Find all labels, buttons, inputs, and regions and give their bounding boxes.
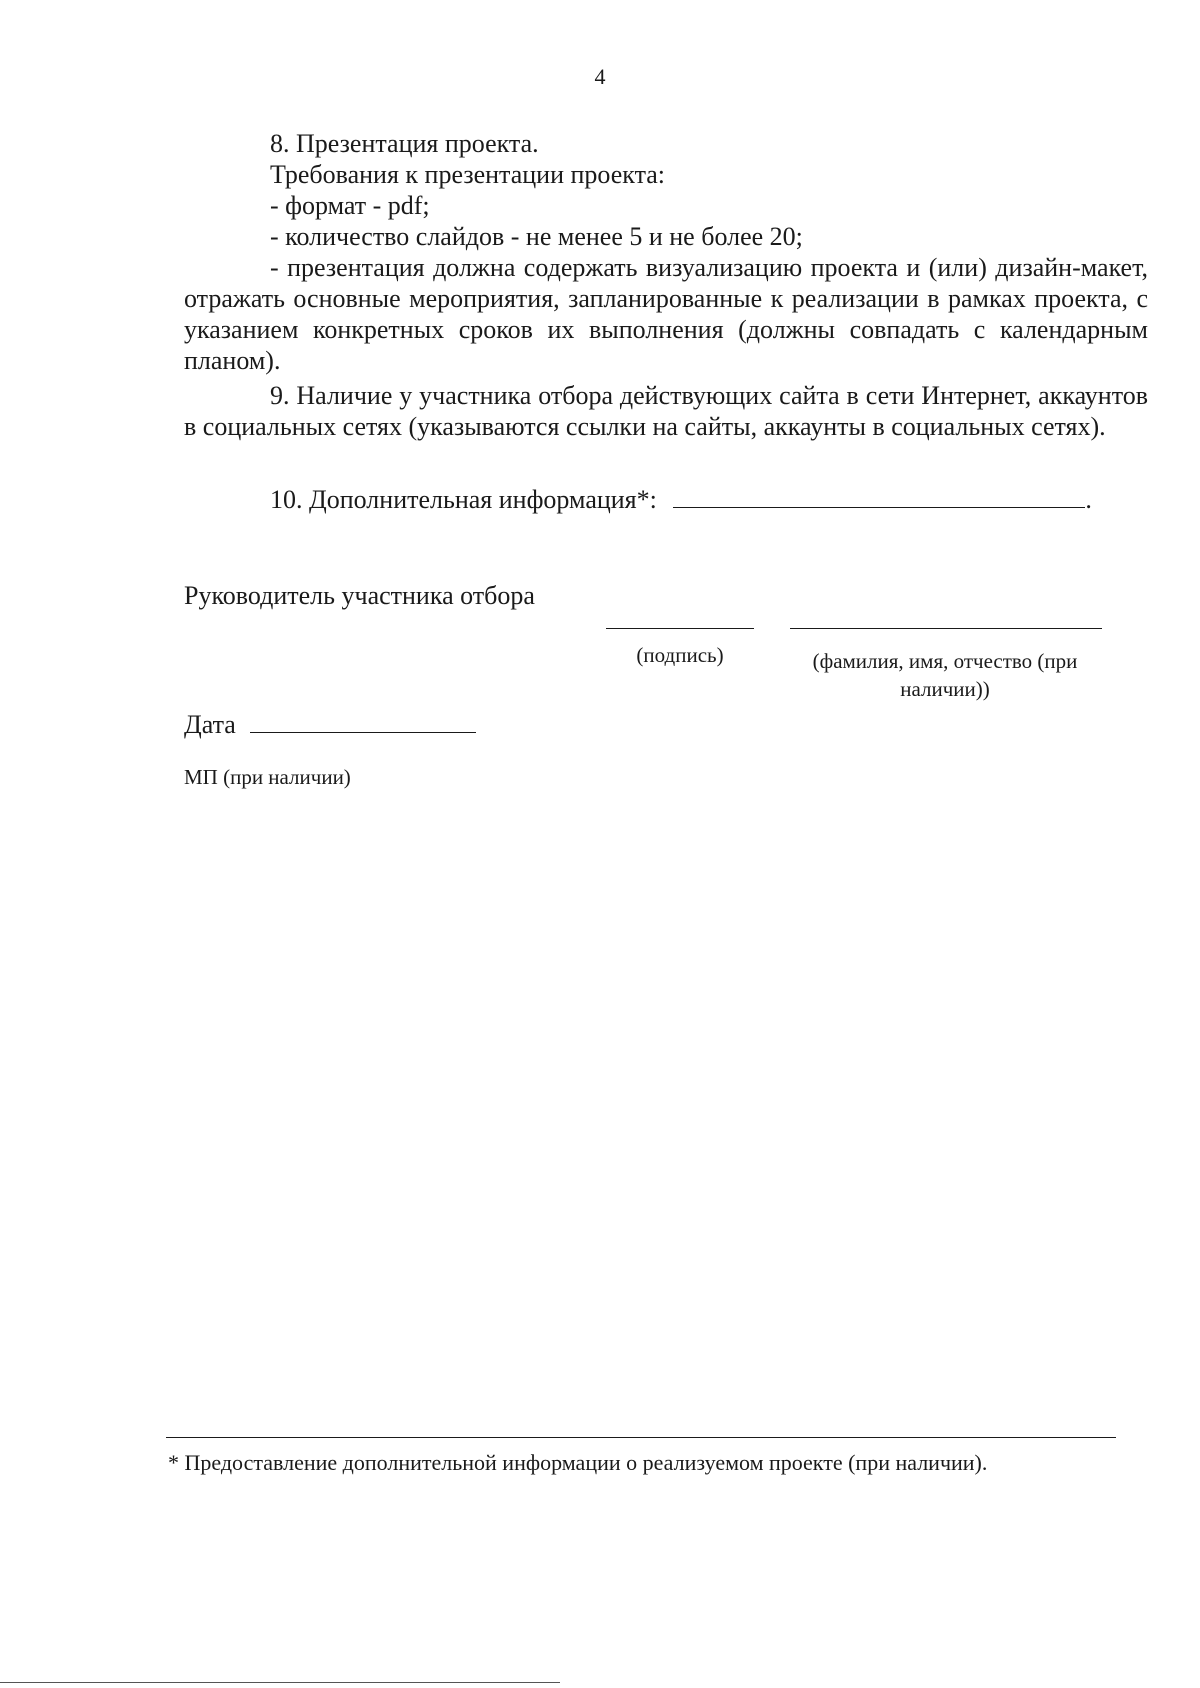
section10-row — [184, 483, 1148, 515]
section9-text: 9. Наличие у участника отбора действующих сайта в сети Интернет, аккаунтов в социальных сетях (указываются ссылки на сайты, аккаунты в социальных сетях). — [184, 381, 1148, 441]
section10-end-mark: . — [1085, 485, 1092, 514]
date-row — [184, 708, 1148, 740]
date-label: Дата — [184, 710, 236, 739]
page-number: 4 — [594, 64, 606, 89]
page-edge-line — [0, 1682, 560, 1683]
signature-line — [606, 628, 754, 629]
section8-item-format: - формат - pdf; — [270, 191, 430, 220]
additional-info-blank-line — [673, 483, 1085, 508]
signature-caption: (подпись) — [636, 643, 724, 667]
section8-item-slides: - количество слайдов - не менее 5 и не более 20; — [270, 222, 803, 251]
stamp-label: МП (при наличии) — [184, 765, 351, 789]
section10-label: 10. Дополнительная информация*: — [270, 485, 657, 514]
head-label: Руководитель участника отбора — [184, 581, 535, 610]
section8-requirements-heading: Требования к презентации проекта: — [270, 160, 666, 189]
footnote-separator — [166, 1437, 1116, 1438]
section8-title: 8. Презентация проекта. — [270, 129, 539, 158]
date-blank-line — [250, 708, 476, 733]
name-caption: (фамилия, имя, отчество (при наличии)) — [812, 649, 1078, 701]
footnote-text: * Предоставление дополнительной информации о реализуемом проекте (при наличии). — [168, 1450, 988, 1475]
section8-item-content: - презентация должна содержать визуализацию проекта и (или) дизайн-макет, отражать основные мероприятия, запланированные к реализации в рамках проекта, с указанием конкретных сроков их выполнения (должны совпадать с календарным планом). — [184, 253, 1148, 375]
name-line — [790, 628, 1102, 629]
